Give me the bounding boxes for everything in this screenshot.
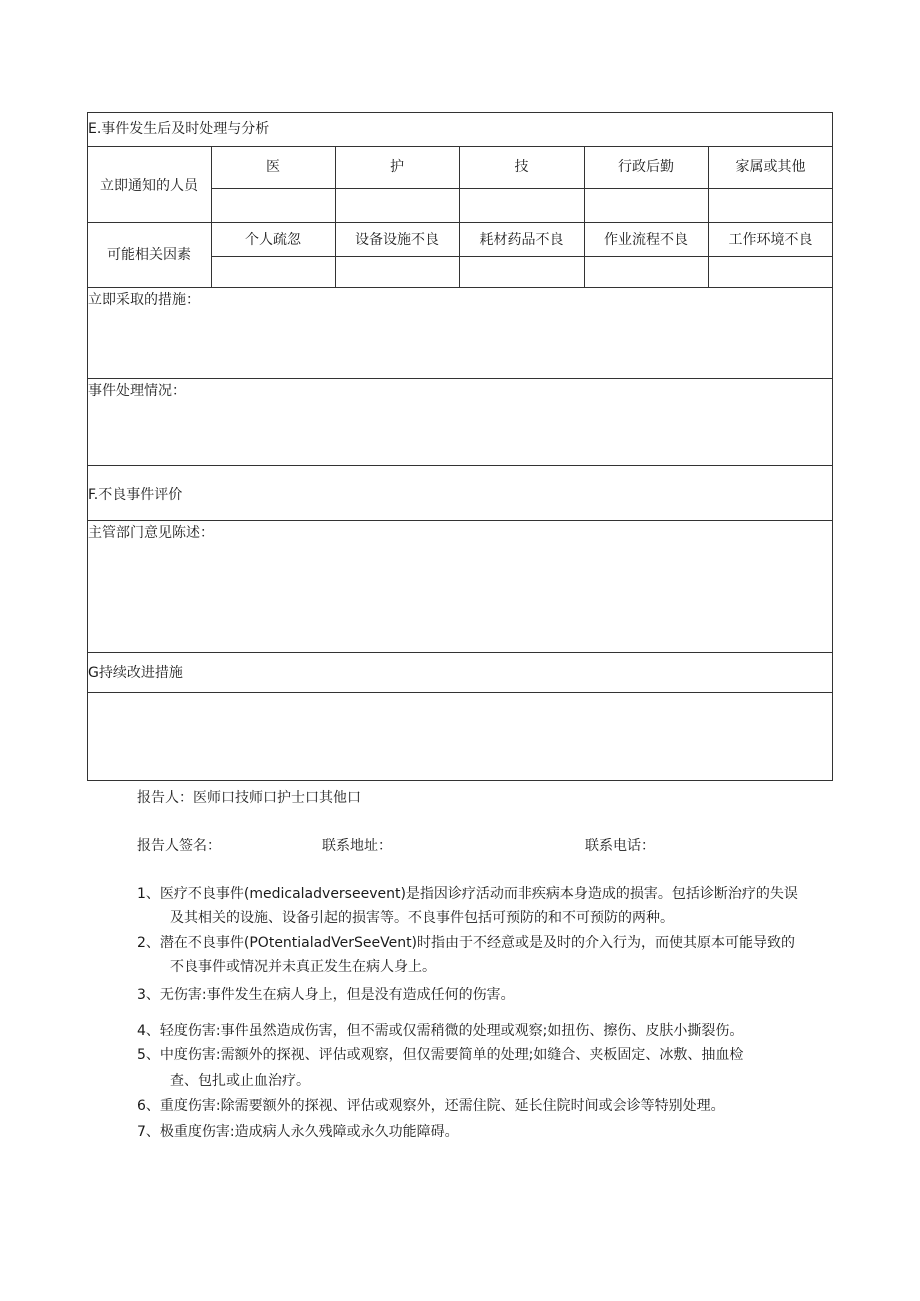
notify-doctor-cell[interactable] — [212, 189, 334, 221]
improvement-measures-field[interactable] — [88, 693, 832, 780]
row-divider — [87, 465, 833, 466]
notify-family-cell[interactable] — [709, 189, 832, 221]
contact-address-label: 联系地址： — [322, 838, 392, 854]
dept-opinion-field[interactable] — [88, 543, 832, 651]
reporter-type-line: 报告人：医师口技师口护士口其他口 — [137, 790, 361, 806]
row-divider — [87, 222, 833, 223]
immediate-measures-field[interactable] — [88, 310, 832, 377]
section-f-title: F.不良事件评价 — [88, 487, 183, 503]
note-1-line1: 1、医疗不良事件(medicaladverseevent)是指因诊疗活动而非疾病本身造成的损害。包括诊断治疗的失误 — [137, 886, 798, 902]
row-divider — [87, 652, 833, 653]
notify-col-doctor: 医 — [266, 159, 280, 175]
contact-phone-label: 联系电话： — [585, 838, 655, 854]
row-divider — [87, 520, 833, 521]
row-divider — [87, 378, 833, 379]
note-7: 7、极重度伤害:造成病人永久残障或永久功能障碍。 — [137, 1124, 459, 1140]
notify-col-family: 家属或其他 — [735, 159, 806, 175]
immediate-measures-label: 立即采取的措施： — [88, 292, 200, 308]
factor-equipment: 设备设施不良 — [355, 232, 439, 248]
note-1-line2: 及其相关的设施、设备引起的损害等。不良事件包括可预防的和不可预防的两种。 — [170, 910, 674, 926]
factor-environment: 工作环境不良 — [728, 232, 813, 248]
factor-environment-cell[interactable] — [709, 257, 832, 286]
notify-technician-cell[interactable] — [460, 189, 583, 221]
factor-equipment-cell[interactable] — [336, 257, 458, 286]
section-g-title: G持续改进措施 — [88, 665, 183, 681]
factor-workflow: 作业流程不良 — [604, 232, 688, 248]
factor-personal-cell[interactable] — [212, 257, 334, 286]
note-2-line2: 不良事件或情况并未真正发生在病人身上。 — [170, 959, 436, 975]
reporter-signature-label: 报告人签名： — [137, 838, 221, 854]
note-5-line1: 5、中度伤害:需额外的探视、评估或观察，但仅需要简单的处理;如缝合、夹板固定、冰敷、抽血检 — [137, 1047, 744, 1063]
section-e-title: E.事件发生后及时处理与分析 — [88, 121, 270, 137]
notify-nurse-cell[interactable] — [336, 189, 458, 221]
notify-col-nurse: 护 — [390, 159, 404, 175]
dept-opinion-label: 主管部门意见陈述： — [88, 525, 214, 541]
factor-consumables-cell[interactable] — [460, 257, 583, 286]
note-2-line1: 2、潜在不良事件(POtentialadVerSeeVent)时指由于不经意或是及时的介入行为，而使其原本可能导致的 — [137, 935, 796, 951]
notify-col-admin: 行政后勤 — [618, 159, 674, 175]
row-divider — [87, 146, 833, 147]
notify-admin-cell[interactable] — [585, 189, 707, 221]
note-4: 4、轻度伤害:事件虽然造成伤害，但不需或仅需稍微的处理或观察;如扭伤、擦伤、皮肤小撕裂伤。 — [137, 1023, 744, 1039]
handling-status-label: 事件处理情况： — [88, 383, 186, 399]
handling-status-field[interactable] — [88, 401, 832, 464]
factor-consumables: 耗材药品不良 — [479, 232, 564, 248]
factor-personal-negligence: 个人疏忽 — [245, 232, 301, 248]
factors-label: 可能相关因素 — [107, 247, 191, 263]
note-3: 3、无伤害:事件发生在病人身上，但是没有造成任何的伤害。 — [137, 987, 515, 1003]
note-5-line2: 查、包扎或止血治疗。 — [170, 1073, 310, 1089]
row-divider — [87, 287, 833, 288]
notify-col-technician: 技 — [514, 159, 529, 175]
factor-workflow-cell[interactable] — [585, 257, 707, 286]
note-6: 6、重度伤害:除需要额外的探视、评估或观察外，还需住院、延长住院时间或会诊等特别处理。 — [137, 1098, 725, 1114]
notify-label: 立即通知的人员 — [100, 178, 198, 194]
